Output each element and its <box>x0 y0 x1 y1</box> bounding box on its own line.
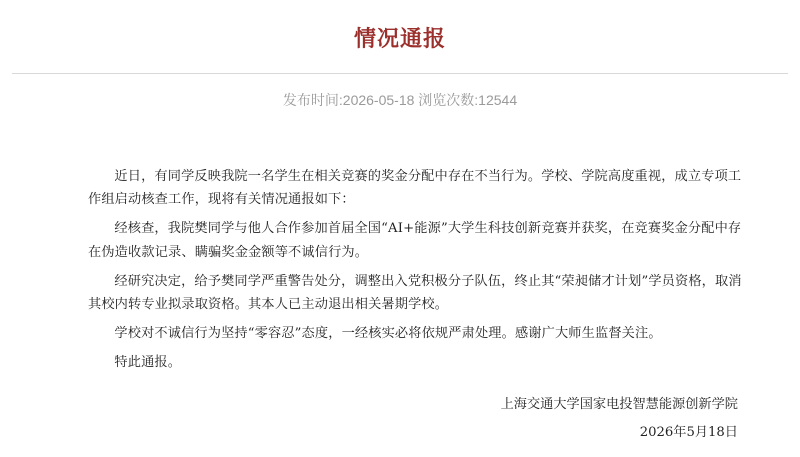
notice-body <box>88 165 748 380</box>
paragraph-decision: 经研究决定，给予樊同学严重警告处分，调整出入党积极分子队伍，终止其“荣昶储才计划”学员资格，取消其校内转专业拟录取资格。其本人已主动退出相关暑期学校。 <box>88 273 742 313</box>
paragraph-policy: 学校对不诚信行为坚持“零容忍”态度，一经核实必将依规严肃处理。感谢广大师生监督关注。 <box>114 325 662 341</box>
paragraph-intro: 近日，有同学反映我院一名学生在相关竞赛的奖金分配中存在不当行为。学校、学院高度重视，成立专项工作组启动核查工作，现将有关情况通报如下： <box>88 169 742 208</box>
paragraph-closing: 特此通报。 <box>114 354 182 370</box>
title-divider <box>12 73 788 74</box>
paragraph-findings: 经核查，我院樊同学与他人合作参加首届全国“AI+能源”大学生科技创新竞赛并获奖，在竞赛奖金分配中存在伪造收款记录、瞒骗奖金金额等不诚信行为。 <box>88 221 742 260</box>
publish-meta: 发布时间:2026-05-18 浏览次数:12544 <box>282 92 518 108</box>
issue-date: 2026年5月18日 <box>639 425 738 440</box>
issuing-organization: 上海交通大学国家电投智慧能源创新学院 <box>500 397 738 412</box>
page-title: 情况通报 <box>353 27 446 52</box>
